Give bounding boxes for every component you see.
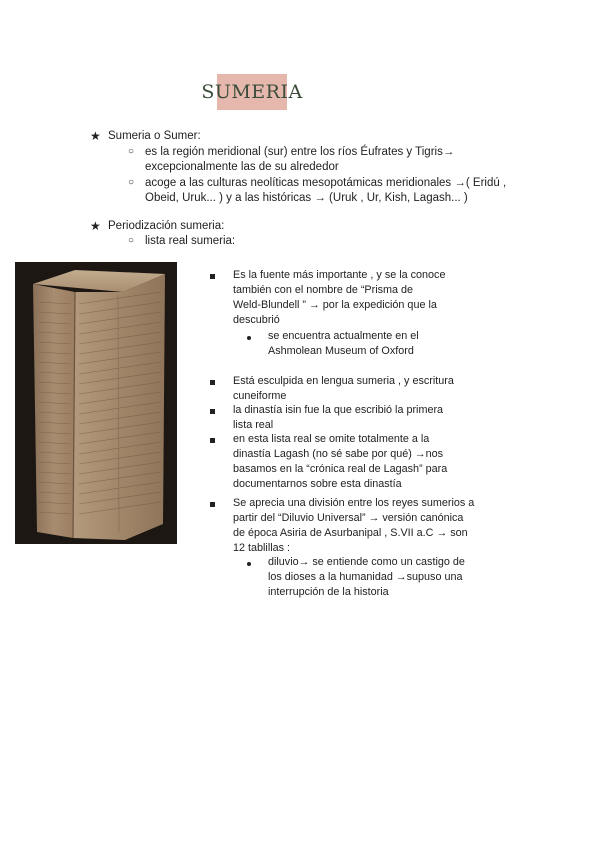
page-title: SUMERIA <box>201 81 303 103</box>
weld-blundell-prism-photo <box>15 262 177 544</box>
b5-sub-line3: interrupción de la historia <box>268 586 389 598</box>
b5-line2: partir del “Diluvio Universal” → versión canónica <box>233 512 464 524</box>
circle-bullet-icon: ○ <box>128 235 135 246</box>
b1-line2: también con el nombre de “Prisma de <box>233 284 414 296</box>
square-bullet-icon <box>210 409 215 414</box>
section1-item1-line2: excepcionalmente las de su alrededor <box>145 161 339 173</box>
b5-line1: Se aprecia una división entre los reyes sumerios a <box>233 497 475 509</box>
b4-line4: documentarnos sobre esta dinastía <box>233 478 402 490</box>
square-bullet-icon <box>210 380 215 385</box>
b5-sub-line1: diluvio→ se entiende como un castigo de <box>268 556 465 568</box>
prism-illustration <box>15 262 177 544</box>
b3-line2: lista real <box>233 419 274 431</box>
b5-line4: 12 tablillas : <box>233 542 291 554</box>
section2-item1: lista real sumeria: <box>145 235 236 247</box>
star-bullet-icon: ★ <box>90 219 101 233</box>
b1-line1: Es la fuente más importante , y se la conoce <box>233 269 446 281</box>
b5-sub-line2: los dioses a la humanidad →supuso una <box>268 571 463 583</box>
title-highlight <box>201 74 303 110</box>
b4-line2: dinastía Lagash (no sé sabe por qué) →nos <box>233 448 444 460</box>
b1-sub-line2: Ashmolean Museum of Oxford <box>268 345 414 357</box>
circle-bullet-icon: ○ <box>128 146 135 157</box>
circle-bullet-icon: ○ <box>128 177 135 188</box>
dot-bullet-icon <box>247 562 251 566</box>
section1-heading: Sumeria o Sumer: <box>108 130 201 142</box>
b3-line1: la dinastía isin fue la que escribió la primera <box>233 404 444 416</box>
square-bullet-icon <box>210 438 215 443</box>
b4-line3: basamos en la “crónica real de Lagash” para <box>233 463 448 475</box>
b5-line3: de época Asiria de Asurbanipal , S.VII a.C → son <box>233 527 468 539</box>
dot-bullet-icon <box>247 336 251 340</box>
b1-line3: Weld-Blundell ” → por la expedición que la <box>233 299 437 311</box>
b1-line4: descubrió <box>233 314 280 326</box>
square-bullet-icon <box>210 502 215 507</box>
square-bullet-icon <box>210 274 215 279</box>
section2-heading: Periodización sumeria: <box>108 220 225 232</box>
b4-line1: en esta lista real se omite totalmente a la <box>233 433 430 445</box>
b2-line1: Está esculpida en lengua sumeria , y escritura <box>233 375 454 387</box>
section1-item1-line1: es la región meridional (sur) entre los ríos Éufrates y Tigris→ <box>145 146 455 158</box>
star-bullet-icon: ★ <box>90 129 101 143</box>
section1-item2-line1: acoge a las culturas neolíticas mesopotámicas meridionales →( Eridú , <box>145 177 507 189</box>
section1-item2-line2: Obeid, Uruk... ) y a las históricas → (Uruk , Ur, Kish, Lagash... ) <box>145 192 468 204</box>
b1-sub-line1: se encuentra actualmente en el <box>268 330 419 342</box>
b2-line2: cuneiforme <box>233 390 287 402</box>
